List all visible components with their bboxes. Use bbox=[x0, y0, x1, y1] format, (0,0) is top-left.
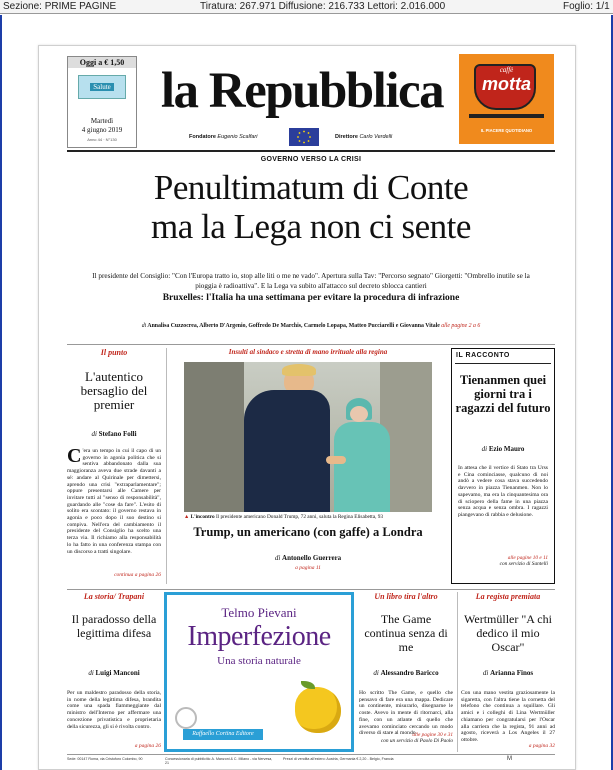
regista-byline bbox=[461, 669, 555, 677]
price-label: Oggi a € 1,50 bbox=[68, 57, 136, 68]
founder-name: Eugenio Scalfari bbox=[217, 134, 258, 140]
founder-line bbox=[189, 134, 257, 140]
punto-byline-prefix: di bbox=[91, 430, 97, 438]
viewer-topbar bbox=[0, 0, 613, 14]
regista-byline-prefix: di bbox=[482, 669, 489, 677]
punto-kicker: Il punto bbox=[100, 348, 128, 357]
racconto-label: IL RACCONTO bbox=[456, 352, 510, 359]
photo-author: Antonello Guerrera bbox=[282, 554, 342, 562]
regista-body: Con una mano vestita graziosamente la sigaretta, con l'altra tiene la cornetta del telefono che continua a squillare. Gli amici e i colleghi di Lina Wertmüller chiamano per congratularsi per l'Oscar alla carriera che la regista, 91 anni ad agosto, riceverà a Los Angeles il 27 ottobre. bbox=[461, 690, 555, 743]
storia-author: Luigi Manconi bbox=[95, 669, 140, 677]
photo-byline bbox=[172, 554, 444, 562]
storia-headline: Il paradosso della legittima difesa bbox=[71, 612, 157, 640]
lead-headline-line1: Penultimatum di Conte bbox=[153, 168, 469, 207]
director-name: Carlo Verdelli bbox=[359, 134, 393, 140]
caption-label: L'incontro bbox=[190, 514, 215, 520]
book-subtitle: Una storia naturale bbox=[217, 655, 301, 667]
libro-byline-prefix: di bbox=[373, 669, 379, 677]
section-label: Sezione: PRIME PAGINE bbox=[3, 1, 117, 12]
racconto-byline-prefix: di bbox=[481, 445, 488, 453]
lead-kicker: GOVERNO VERSO LA CRISI bbox=[260, 156, 362, 163]
director-label: Direttore bbox=[335, 134, 358, 140]
photo-story bbox=[172, 348, 444, 584]
lead-summary: Il presidente del Consiglio: "Con l'Europa tratto io, stop alle liti o me ne vado". Apertura sulla Tav: "Percorso segnato" Giorgetti: "Ombrello inutile se la pioggia è radioattiva". E la Lega va subito all'attacco sul decreto sblocca cantieri bbox=[92, 272, 530, 290]
storia-byline bbox=[67, 669, 161, 677]
photo-headline: Trump, un americano (con gaffe) a Londra bbox=[193, 525, 423, 539]
footer-col5: M bbox=[507, 756, 512, 762]
sheet-number: Foglio: 1/1 bbox=[563, 1, 610, 12]
masthead-left-box bbox=[67, 56, 137, 148]
ad-brand: motta bbox=[482, 74, 531, 94]
regista-headline: Wertmüller "A chi dedico il mio Oscar" bbox=[464, 612, 552, 654]
book-title: Imperfezione bbox=[187, 621, 331, 652]
trump-queen-photo bbox=[184, 362, 432, 512]
racconto-headline: Tienanmen quei giorni tra i ragazzi del futuro bbox=[455, 373, 551, 415]
masthead-title: la Repubblica bbox=[160, 63, 444, 119]
ad-tagline: IL PIACERE QUOTIDIANO bbox=[480, 128, 533, 133]
issue-number: Anno 44 · N°130 bbox=[87, 137, 117, 142]
libro-continue bbox=[359, 732, 453, 744]
regista-kicker: La regista premiata bbox=[475, 592, 541, 601]
regista-continue: a pagina 32 bbox=[528, 743, 555, 749]
leaf-icon bbox=[301, 681, 315, 689]
book-author: Telmo Pievani bbox=[221, 605, 297, 620]
spiral-shell-icon bbox=[175, 707, 197, 729]
libro-pages: alle pagine 30 e 31 bbox=[412, 732, 453, 738]
director-line bbox=[335, 134, 392, 140]
punto-text: 'era un tempo in cui il capo di un governo in agonia politica che si sentiva abbandonato dalla sua maggioranza aveva due strade davanti a sé: andare al Quirinale per dimettersi, aprendo una crisi "extraparlamentare"; oppure presentarsi alle Camere per invitare tutti al "senso di responsabilità", guardando alle "cose da fare". L'esito di solito era scontato: il governo restava in agonia e poco dopo il suo destino si compiva. Nell'era del cambiamento il presidente del Consiglio ha scelto una terza via. Il richiamo alla responsabilità lo ha fatto in una conferenza stampa con un discorso a tratti singolare. bbox=[67, 448, 161, 555]
punto-continue: continua a pagina 26 bbox=[114, 572, 161, 578]
lead-subhead: Bruxelles: l'Italia ha una settimana per evitare la procedura di infrazione bbox=[162, 293, 460, 303]
racconto-byline bbox=[454, 445, 552, 453]
punto-dropcap: C bbox=[67, 445, 82, 467]
libro-author: Alessandro Baricco bbox=[380, 669, 439, 677]
storia-article bbox=[67, 592, 161, 752]
storia-kicker: La storia/ Trapani bbox=[83, 592, 145, 601]
regista-article bbox=[461, 592, 555, 752]
caption-marker: ▲ bbox=[184, 514, 190, 520]
punto-article bbox=[67, 348, 161, 584]
racconto-author: Ezio Mauro bbox=[488, 445, 525, 453]
punto-byline bbox=[67, 430, 161, 438]
punto-author: Stefano Folli bbox=[98, 430, 137, 438]
libro-extra: con un servizio di Paolo Di Paolo bbox=[380, 738, 453, 744]
book-publisher: Raffaello Cortina Editore bbox=[183, 729, 263, 740]
footer-col3: Prezzi di vendita all'estero: Austria, Germania € 2,20 - Belgio, Francia bbox=[283, 757, 394, 761]
lead-pages: alle pagine 2 a 6 bbox=[441, 323, 481, 329]
issue-day: Martedì bbox=[90, 117, 114, 125]
lead-headline-line2: ma la Lega non ci sente bbox=[151, 207, 471, 246]
racconto-pages: alle pagine 10 e 11 bbox=[507, 555, 548, 561]
circulation-stats: Tiratura: 267.971 Diffusione: 216.733 Lettori: 2.016.000 bbox=[200, 1, 446, 12]
photo-continue: a pagina 11 bbox=[295, 565, 321, 571]
salute-promo bbox=[78, 75, 126, 99]
racconto-body: In attesa che il vertice di Stato tra Urss e Cina cominciasse, qualcuno di noi andò a vedere cosa stava succedendo davvero in piazza Tienanmen. Non lo sapevamo, ma era la cinquantesima ora di sciopero della fame in una piazza senza acqua e senza ombra. I ragazzi piangevano di rabbia e delusione. bbox=[458, 465, 548, 518]
punto-body bbox=[67, 445, 161, 555]
storia-body: Per un maldestro paradosso della storia, in nome della legittima difesa, brandita come una spada fiammeggiante dal ministro dell'Interno per affermare una concezione privatistica e proprietaria della sicurezza, gli si è rivolta contro. bbox=[67, 690, 161, 730]
racconto-continue bbox=[458, 555, 548, 567]
lead-byline bbox=[67, 323, 555, 329]
issue-date: 4 giugno 2019 bbox=[81, 126, 123, 134]
storia-continue: a pagina 26 bbox=[134, 743, 161, 749]
libro-article bbox=[359, 592, 453, 752]
punto-headline: L'autentico bersaglio del premier bbox=[80, 369, 148, 412]
lead-byline-prefix: di bbox=[141, 323, 147, 329]
book-ad bbox=[164, 592, 354, 752]
footer-fineprint bbox=[67, 757, 555, 769]
promo-label: Salute bbox=[90, 83, 114, 91]
motta-ad bbox=[459, 54, 554, 144]
caption-text: Il presidente americano Donald Trump, 72 anni, saluta la Regina Elisabetta, 93 bbox=[215, 514, 384, 520]
citron-fruit-icon bbox=[295, 687, 341, 733]
storia-byline-prefix: di bbox=[88, 669, 94, 677]
racconto-extra: con servizio di Santelli bbox=[499, 561, 548, 567]
libro-body: Ho scritto The Game, e quello che pensavo di fare era una mappa. Dedicare un continente, misurarlo, disegnarne le coste. Avevo in mente di ritornarci, alla fine, con un atlante di quello che avevamo cominciato cercando un modo diverso di stare al mondo. bbox=[359, 690, 453, 737]
footer-col2: Concessionaria di pubblicità: A. Manzoni & C. Milano - via Nervesa, 21 bbox=[165, 757, 273, 766]
footer-col1: Sede: 00147 Roma, via Cristoforo Colombo, 90 bbox=[67, 757, 143, 761]
photo-caption bbox=[184, 514, 432, 520]
founder-label: Fondatore bbox=[189, 134, 216, 140]
newspaper-page bbox=[38, 45, 576, 770]
regista-author: Arianna Finos bbox=[490, 669, 534, 677]
libro-headline: The Game continua senza di me bbox=[364, 612, 448, 654]
libro-byline bbox=[359, 669, 453, 677]
eu-flag-icon bbox=[289, 128, 319, 146]
racconto-box bbox=[451, 348, 555, 584]
photo-kicker: Insulti al sindaco e stretta di mano irrituale alla regina bbox=[228, 348, 388, 356]
photo-byline-prefix: di bbox=[274, 554, 281, 562]
ad-brand-small: caffè bbox=[499, 66, 514, 74]
libro-kicker: Un libro tira l'altro bbox=[374, 592, 438, 601]
lead-byline-authors: Annalisa Cuzzocrea, Alberto D'Argenio, Goffredo De Marchis, Carmelo Lopapa, Matteo Pucciarelli e Giovanna Vitale bbox=[147, 323, 440, 329]
